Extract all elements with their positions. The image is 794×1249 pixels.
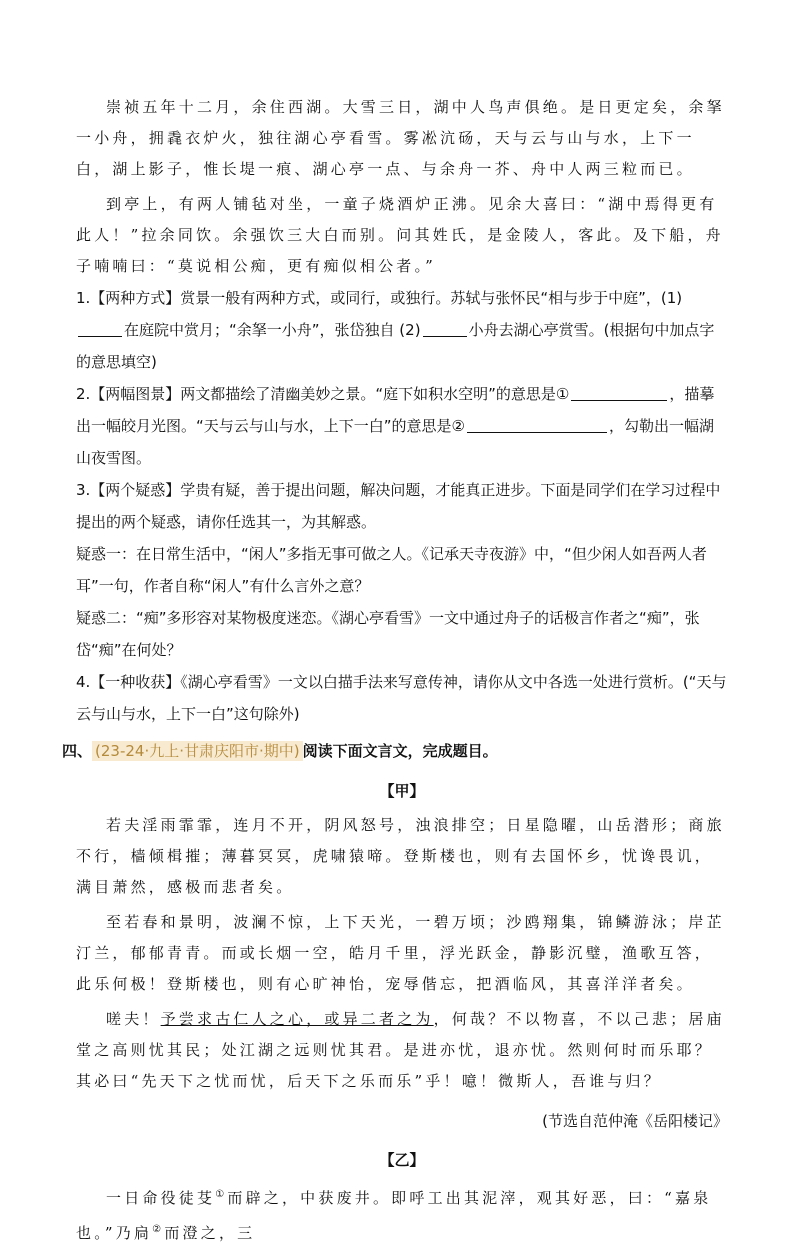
yi-p1-a: 一日命役徒芟 <box>106 1189 216 1207</box>
section-4-heading <box>62 734 728 768</box>
jia-source-note: (节选自范仲淹《岳阳楼记》 <box>542 1112 728 1130</box>
yi-paragraph-1 <box>76 1179 728 1249</box>
question-4: 4.【一种收获】《湖心亭看雪》一文以白描手法来写意传神，请你从文中各选一处进行赏析。(“天与云与山与水，上下一白”这句除外) <box>76 673 727 723</box>
question-1-text-a: 1.【两种方式】赏景一般有两种方式，或同行，或独行。苏轼与张怀民“相与步于中庭”，(1) <box>76 289 683 307</box>
jia-paragraph-1: 若夫淫雨霏霏，连月不开，阴风怒号，浊浪排空；日星隐曜，山岳潜形；商旅不行，樯倾楫摧；薄暮冥冥，虎啸猿啼。登斯楼也，则有去国怀乡，忧谗畏讥，满目萧然，感极而悲者矣。 <box>76 816 725 896</box>
footnote-marker-1: ① <box>215 1189 228 1200</box>
question-2-text-c: ，勾勒出一幅湖山夜雪图。 <box>76 417 715 467</box>
doubt-2: 疑惑二：“痴”多形容对某物极度迷恋。《湖心亭看雪》一文中通过舟子的话极言作者之“痴”，张岱“痴”在何处？ <box>76 609 700 659</box>
jia-paragraph-2: 至若春和景明，波澜不惊，上下天光，一碧万顷；沙鸥翔集，锦鳞游泳；岸芷汀兰，郁郁青青。而或长烟一空，皓月千里，浮光跃金，静影沉璧，渔歌互答，此乐何极！登斯楼也，则有心旷神怡，宠辱偕忘，把酒临风，其喜洋洋者矣。 <box>76 913 725 993</box>
jia-p3-post: ，何哉？不以物喜，不以己悲；居庙堂之高则忧其民；处江湖之远则忧其君。是进亦忧，退亦忧。然则何时而乐耶？其必曰“先天下之忧而忧，后天下之乐而乐”乎！噫！微斯人，吾谁与归？ <box>76 1010 725 1090</box>
jia-paragraph-3 <box>76 1004 728 1097</box>
passage-jia-label: 【甲】 <box>379 782 425 800</box>
question-1-text-b: 在庭院中赏月；“余拏一小舟”，张岱独自 (2) <box>124 321 421 339</box>
answer-blank-2[interactable] <box>423 320 467 337</box>
question-2 <box>76 378 728 474</box>
answer-blank-3[interactable] <box>571 384 667 401</box>
passage-paragraph-1: 崇祯五年十二月，余住西湖。大雪三日，湖中人鸟声俱绝。是日更定矣，余拏一小舟，拥毳衣炉火，独往湖心亭看雪。雾凇沆砀，天与云与山与水，上下一白，湖上影子，惟长堤一痕、湖心亭一点、与余舟一芥、舟中人两三粒而已。 <box>76 98 725 178</box>
jia-p3-underlined: 予尝求古仁人之心，或异二者之为 <box>160 1010 434 1028</box>
footnote-marker-2: ② <box>152 1224 165 1235</box>
question-1 <box>76 282 728 378</box>
jia-p3-pre: 嗟夫！ <box>106 1010 161 1028</box>
section-4-number: 四、 <box>62 742 93 760</box>
question-2-text-a: 2.【两幅图景】两文都描绘了清幽美妙之景。“庭下如积水空明”的意思是① <box>76 385 570 403</box>
section-4-title: 阅读下面文言文，完成题目。 <box>302 742 498 760</box>
yi-p1-c: 而澄之，三 <box>164 1224 256 1242</box>
answer-blank-1[interactable] <box>78 320 122 337</box>
question-3: 3.【两个疑惑】学贵有疑，善于提出问题，解决问题，才能真正进步。下面是同学们在学习过程中提出的两个疑惑，请你任选其一，为其解惑。 <box>76 481 721 531</box>
passage-paragraph-2: 到亭上，有两人铺毡对坐，一童子烧酒炉正沸。见余大喜曰：“湖中焉得更有此人！”拉余同饮。余强饮三大白而别。问其姓氏，是金陵人，客此。及下船，舟子喃喃曰：“莫说相公痴，更有痴似相公者。” <box>76 195 724 275</box>
doubt-1: 疑惑一：在日常生活中，“闲人”多指无事可做之人。《记承天寺夜游》中，“但少闲人如吾两人者耳”一句，作者自称“闲人”有什么言外之意？ <box>76 545 707 595</box>
answer-blank-4[interactable] <box>467 416 607 433</box>
yi-p1-b: 而辟之，中获废井。即呼工出其泥滓，观其好恶，曰：“嘉泉也。”乃扃 <box>76 1189 712 1242</box>
question-2-text-b: ，描摹出一幅皎月光图。“天与云与山与水，上下一白”的意思是② <box>76 385 715 435</box>
passage-yi-label: 【乙】 <box>379 1151 425 1169</box>
question-1-text-c: 小舟去湖心亭赏雪。(根据句中加点字的意思填空) <box>76 321 715 371</box>
source-tag[interactable]: (23-24·九上·甘肃庆阳市·期中) <box>92 741 303 761</box>
